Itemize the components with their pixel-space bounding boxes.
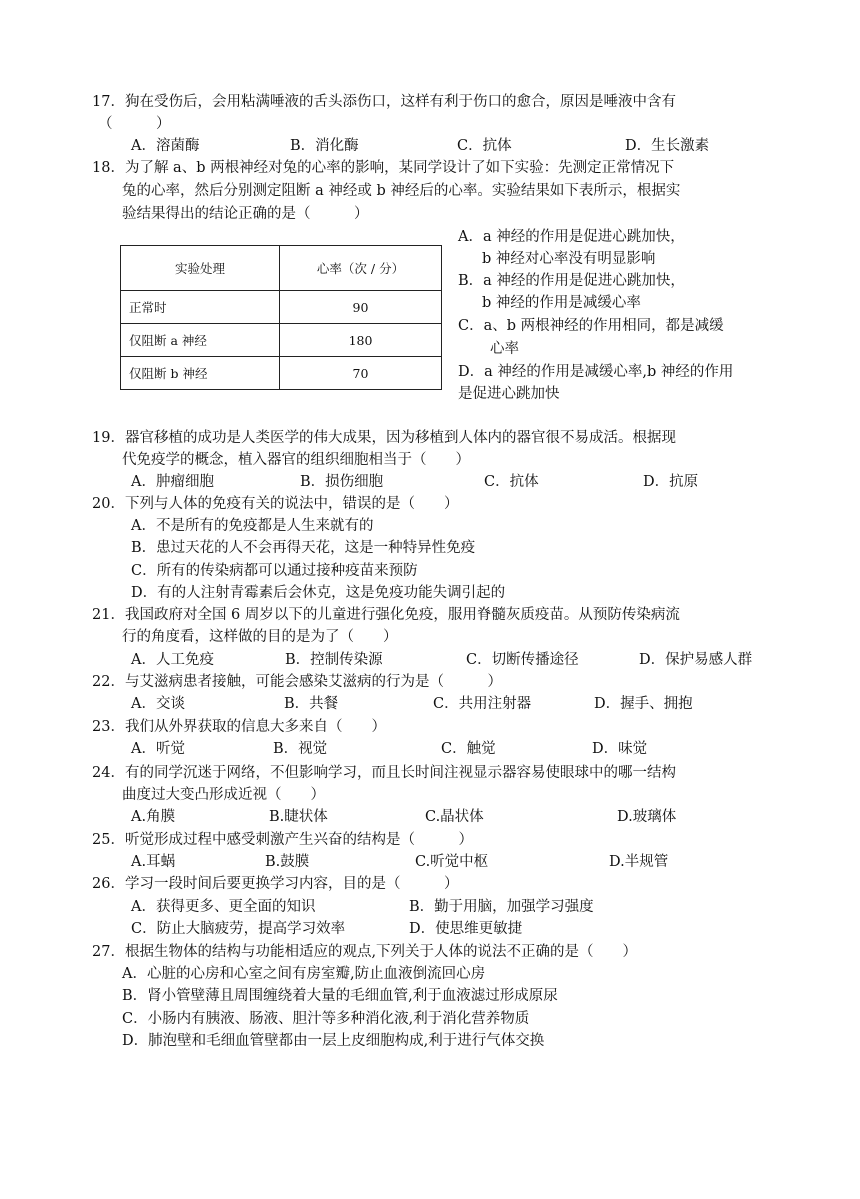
table-row [121, 357, 442, 390]
table-header-treatment: 实验处理 [121, 246, 280, 291]
question-24-stem-line2: 曲度过大变凸形成近视（ ） [122, 787, 325, 803]
question-18-stem-line3: 验结果得出的结论正确的是（ ） [122, 206, 369, 222]
table-header-heart-rate: 心率（次 / 分） [280, 246, 442, 291]
q21-option-d: D．保护易感人群 [639, 652, 753, 668]
table-row [121, 291, 442, 324]
table-cell-treatment: 仅阻断 b 神经 [121, 357, 280, 390]
q24-option-b: B.睫状体 [269, 809, 328, 825]
q22-option-c: C．共用注射器 [433, 696, 532, 712]
q20-option-c: C．所有的传染病都可以通过接种疫苗来预防 [131, 563, 418, 579]
q18-option-b-line2: b 神经的作用是减缓心率 [482, 295, 641, 311]
q21-option-c: C．切断传播途径 [466, 652, 579, 668]
question-17-stem-line2: （ ） [98, 116, 171, 132]
question-19-stem-line2: 代免疫学的概念，植入器官的组织细胞相当于（ ） [122, 452, 470, 468]
q26-option-a: A．获得更多、更全面的知识 [131, 899, 316, 915]
q26-option-b: B．勤于用脑，加强学习强度 [409, 899, 594, 915]
table-cell-heart-rate: 70 [280, 357, 442, 390]
q18-option-b-line1: B．a 神经的作用是促进心跳加快， [458, 273, 685, 289]
q26-option-c: C．防止大脑疲劳，提高学习效率 [131, 921, 346, 937]
q18-option-a-line1: A．a 神经的作用是促进心跳加快， [458, 229, 685, 245]
table-cell-heart-rate: 90 [280, 291, 442, 324]
q18-option-d-line1: D．a 神经的作用是减缓心率,b 神经的作用 [458, 364, 734, 380]
q23-option-b: B．视觉 [273, 741, 328, 757]
q25-option-a: A.耳蜗 [131, 854, 176, 870]
q26-option-d: D．使思维更敏捷 [409, 921, 523, 937]
q19-option-d: D．抗原 [643, 474, 699, 490]
q21-option-b: B．控制传染源 [285, 652, 383, 668]
question-18-stem-line1: 18．为了解 a、b 两根神经对兔的心率的影响，某同学设计了如下实验：先测定正常情况下 [92, 160, 675, 176]
q20-option-a: A．不是所有的免疫都是人生来就有的 [131, 518, 374, 534]
question-20-stem: 20．下列与人体的免疫有关的说法中，错误的是（ ） [92, 496, 459, 512]
q19-option-c: C．抗体 [484, 474, 539, 490]
q18-option-c-line1: C．a、b 两根神经的作用相同，都是减缓 [458, 318, 724, 334]
table-header-row [121, 246, 442, 291]
question-23-stem: 23．我们从外界获取的信息大多来自（ ） [92, 719, 386, 735]
q23-option-a: A．听觉 [131, 741, 185, 757]
q17-option-a: A．溶菌酶 [131, 138, 200, 154]
question-19-stem-line1: 19．器官移植的成功是人类医学的伟大成果，因为移植到人体内的器官很不易成活。根据现 [92, 430, 676, 446]
question-21-stem-line2: 行的角度看，这样做的目的是为了（ ） [122, 629, 398, 645]
table-cell-treatment: 正常时 [121, 291, 280, 324]
q25-option-b: B.鼓膜 [265, 854, 310, 870]
q19-option-a: A．肿瘤细胞 [131, 474, 214, 490]
q21-option-a: A．人工免疫 [131, 652, 214, 668]
question-22-stem: 22．与艾滋病患者接触，可能会感染艾滋病的行为是（ ） [92, 674, 502, 690]
q20-option-d: D．有的人注射青霉素后会休克，这是免疫功能失调引起的 [131, 585, 506, 601]
experiment-table [120, 245, 442, 390]
q20-option-b: B．患过天花的人不会再得天花，这是一种特异性免疫 [131, 540, 476, 556]
question-26-stem: 26．学习一段时间后要更换学习内容，目的是（ ） [92, 876, 459, 892]
question-27-stem: 27．根据生物体的结构与功能相适应的观点,下列关于人体的说法不正确的是（ ） [92, 944, 638, 960]
q22-option-a: A．交谈 [131, 696, 185, 712]
table-row [121, 324, 442, 357]
q17-option-c: C．抗体 [457, 138, 512, 154]
q22-option-d: D．握手、拥抱 [594, 696, 693, 712]
question-21-stem-line1: 21．我国政府对全国 6 周岁以下的儿童进行强化免疫，服用脊髓灰质疫苗。从预防传染病流 [92, 607, 680, 623]
q19-option-b: B．损伤细胞 [300, 474, 384, 490]
table-cell-heart-rate: 180 [280, 324, 442, 357]
q22-option-b: B．共餐 [284, 696, 339, 712]
q18-option-d-line2: 是促进心跳加快 [458, 386, 560, 402]
q24-option-d: D.玻璃体 [617, 809, 677, 825]
question-17-stem-line1: 17．狗在受伤后，会用粘满唾液的舌头添伤口，这样有利于伤口的愈合，原因是唾液中含有 [92, 94, 676, 110]
q27-option-a: A．心脏的心房和心室之间有房室瓣,防止血液倒流回心房 [122, 966, 486, 982]
q27-option-c: C．小肠内有胰液、肠液、胆汁等多种消化液,利于消化营养物质 [122, 1011, 530, 1027]
q25-option-c: C.听觉中枢 [415, 854, 489, 870]
q24-option-c: C.晶状体 [425, 809, 484, 825]
q23-option-d: D．味觉 [592, 741, 648, 757]
question-24-stem-line1: 24．有的同学沉迷于网络，不但影响学习，而且长时间注视显示器容易使眼球中的哪一结构 [92, 765, 676, 781]
q18-option-a-line2: b 神经对心率没有明显影响 [482, 251, 656, 267]
q17-option-b: B．消化酶 [290, 138, 359, 154]
q23-option-c: C．触觉 [441, 741, 496, 757]
q24-option-a: A.角膜 [131, 809, 176, 825]
q18-option-c-line2: 心率 [490, 341, 519, 357]
question-25-stem: 25．听觉形成过程中感受刺激产生兴奋的结构是（ ） [92, 832, 473, 848]
q27-option-b: B．肾小管壁薄且周围缠绕着大量的毛细血管,利于血液滤过形成原尿 [122, 988, 558, 1004]
q27-option-d: D．肺泡壁和毛细血管壁都由一层上皮细胞构成,利于进行气体交换 [122, 1033, 545, 1049]
q25-option-d: D.半规管 [609, 854, 669, 870]
q17-option-d: D．生长激素 [625, 138, 710, 154]
question-18-stem-line2: 兔的心率，然后分别测定阻断 a 神经或 b 神经后的心率。实验结果如下表所示，根据实 [122, 183, 681, 199]
table-cell-treatment: 仅阻断 a 神经 [121, 324, 280, 357]
